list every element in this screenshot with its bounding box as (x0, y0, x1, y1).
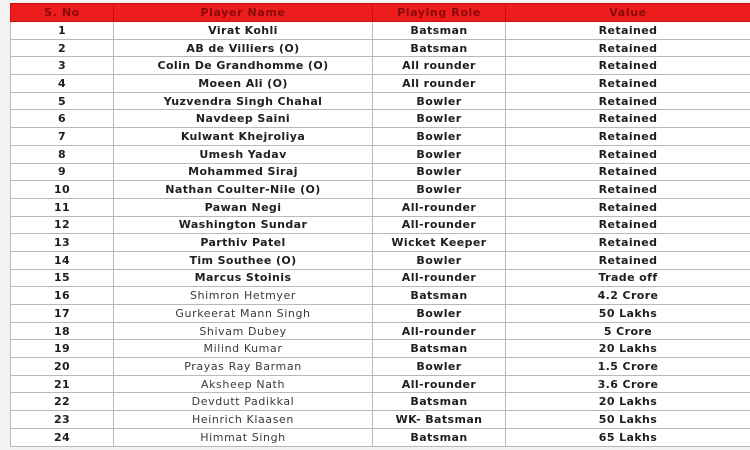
row-value: Retained (506, 163, 750, 181)
row-playing-role: Batsman (373, 287, 506, 305)
table-row (11, 287, 750, 305)
row-value: 20 Lakhs (506, 340, 750, 358)
row-value: Retained (506, 145, 750, 163)
row-playing-role: Bowler (373, 110, 506, 128)
row-sno: 3 (11, 57, 114, 75)
row-player-name: Yuzvendra Singh Chahal (114, 92, 373, 110)
row-playing-role: All rounder (373, 75, 506, 93)
row-sno: 20 (11, 358, 114, 376)
row-value: 65 Lakhs (506, 428, 750, 446)
row-value: Trade off (506, 269, 750, 287)
row-playing-role: All-rounder (373, 269, 506, 287)
row-player-name: Moeen Ali (O) (114, 75, 373, 93)
row-sno: 24 (11, 428, 114, 446)
row-sno: 23 (11, 411, 114, 429)
row-player-name: Tim Southee (O) (114, 251, 373, 269)
table-row (11, 163, 750, 181)
row-sno: 1 (11, 22, 114, 40)
row-player-name: Mohammed Siraj (114, 163, 373, 181)
row-value: 4.2 Crore (506, 287, 750, 305)
row-sno: 13 (11, 234, 114, 252)
table-row (11, 340, 750, 358)
row-player-name: Heinrich Klaasen (114, 411, 373, 429)
table-row (11, 75, 750, 93)
row-sno: 22 (11, 393, 114, 411)
row-player-name: Shivam Dubey (114, 322, 373, 340)
row-playing-role: Batsman (373, 393, 506, 411)
row-playing-role: Batsman (373, 22, 506, 40)
row-sno: 9 (11, 163, 114, 181)
row-playing-role: All-rounder (373, 322, 506, 340)
row-value: 1.5 Crore (506, 358, 750, 376)
table-row (11, 22, 750, 40)
row-value: 5 Crore (506, 322, 750, 340)
row-playing-role: Bowler (373, 358, 506, 376)
row-sno: 7 (11, 128, 114, 146)
row-player-name: Himmat Singh (114, 428, 373, 446)
row-value: Retained (506, 110, 750, 128)
row-value: Retained (506, 57, 750, 75)
table-row (11, 216, 750, 234)
row-playing-role: Bowler (373, 305, 506, 323)
row-player-name: Kulwant Khejroliya (114, 128, 373, 146)
table-row (11, 358, 750, 376)
row-sno: 21 (11, 375, 114, 393)
table-row (11, 393, 750, 411)
row-value: Retained (506, 75, 750, 93)
row-value: Retained (506, 198, 750, 216)
row-value: Retained (506, 234, 750, 252)
row-value: Retained (506, 39, 750, 57)
header-sno: S. No (11, 4, 114, 22)
row-playing-role: Bowler (373, 128, 506, 146)
table-row (11, 234, 750, 252)
row-playing-role: Bowler (373, 92, 506, 110)
row-value: Retained (506, 22, 750, 40)
row-value: 50 Lakhs (506, 411, 750, 429)
table-row (11, 145, 750, 163)
player-table (10, 3, 750, 447)
table-row (11, 110, 750, 128)
row-sno: 11 (11, 198, 114, 216)
row-player-name: Navdeep Saini (114, 110, 373, 128)
table-row (11, 128, 750, 146)
row-playing-role: Wicket Keeper (373, 234, 506, 252)
table-body (11, 22, 750, 447)
row-sno: 14 (11, 251, 114, 269)
header-player-name: Player Name (114, 4, 373, 22)
row-value: Retained (506, 251, 750, 269)
row-sno: 19 (11, 340, 114, 358)
header-playing-role: Playing Role (373, 4, 506, 22)
row-sno: 6 (11, 110, 114, 128)
row-player-name: Parthiv Patel (114, 234, 373, 252)
row-player-name: Milind Kumar (114, 340, 373, 358)
table-row (11, 322, 750, 340)
row-playing-role: All rounder (373, 57, 506, 75)
row-player-name: Virat Kohli (114, 22, 373, 40)
row-sno: 17 (11, 305, 114, 323)
row-player-name: Aksheep Nath (114, 375, 373, 393)
row-player-name: Nathan Coulter-Nile (O) (114, 181, 373, 199)
table-row (11, 269, 750, 287)
table-row (11, 39, 750, 57)
row-playing-role: All-rounder (373, 375, 506, 393)
row-sno: 16 (11, 287, 114, 305)
row-sno: 15 (11, 269, 114, 287)
row-player-name: AB de Villiers (O) (114, 39, 373, 57)
table-row (11, 251, 750, 269)
row-playing-role: All-rounder (373, 216, 506, 234)
row-playing-role: Bowler (373, 181, 506, 199)
row-player-name: Umesh Yadav (114, 145, 373, 163)
table-header-row (11, 4, 750, 22)
row-sno: 12 (11, 216, 114, 234)
row-sno: 8 (11, 145, 114, 163)
table-row (11, 305, 750, 323)
row-value: 3.6 Crore (506, 375, 750, 393)
row-player-name: Colin De Grandhomme (O) (114, 57, 373, 75)
table-row (11, 428, 750, 446)
row-value: Retained (506, 181, 750, 199)
row-player-name: Devdutt Padikkal (114, 393, 373, 411)
row-sno: 10 (11, 181, 114, 199)
table-row (11, 92, 750, 110)
row-playing-role: Bowler (373, 163, 506, 181)
table-row (11, 181, 750, 199)
row-playing-role: WK- Batsman (373, 411, 506, 429)
row-sno: 18 (11, 322, 114, 340)
row-player-name: Prayas Ray Barman (114, 358, 373, 376)
row-playing-role: Batsman (373, 340, 506, 358)
row-playing-role: Batsman (373, 428, 506, 446)
table-row (11, 375, 750, 393)
table-row (11, 411, 750, 429)
row-sno: 5 (11, 92, 114, 110)
row-playing-role: Bowler (373, 145, 506, 163)
row-player-name: Pawan Negi (114, 198, 373, 216)
row-value: Retained (506, 128, 750, 146)
row-playing-role: Bowler (373, 251, 506, 269)
row-playing-role: Batsman (373, 39, 506, 57)
header-value: Value (506, 4, 750, 22)
row-value: Retained (506, 92, 750, 110)
table-row (11, 198, 750, 216)
table-row (11, 57, 750, 75)
row-player-name: Marcus Stoinis (114, 269, 373, 287)
row-player-name: Gurkeerat Mann Singh (114, 305, 373, 323)
row-sno: 4 (11, 75, 114, 93)
row-value: Retained (506, 216, 750, 234)
row-player-name: Shimron Hetmyer (114, 287, 373, 305)
row-playing-role: All-rounder (373, 198, 506, 216)
row-value: 50 Lakhs (506, 305, 750, 323)
row-value: 20 Lakhs (506, 393, 750, 411)
row-sno: 2 (11, 39, 114, 57)
row-player-name: Washington Sundar (114, 216, 373, 234)
